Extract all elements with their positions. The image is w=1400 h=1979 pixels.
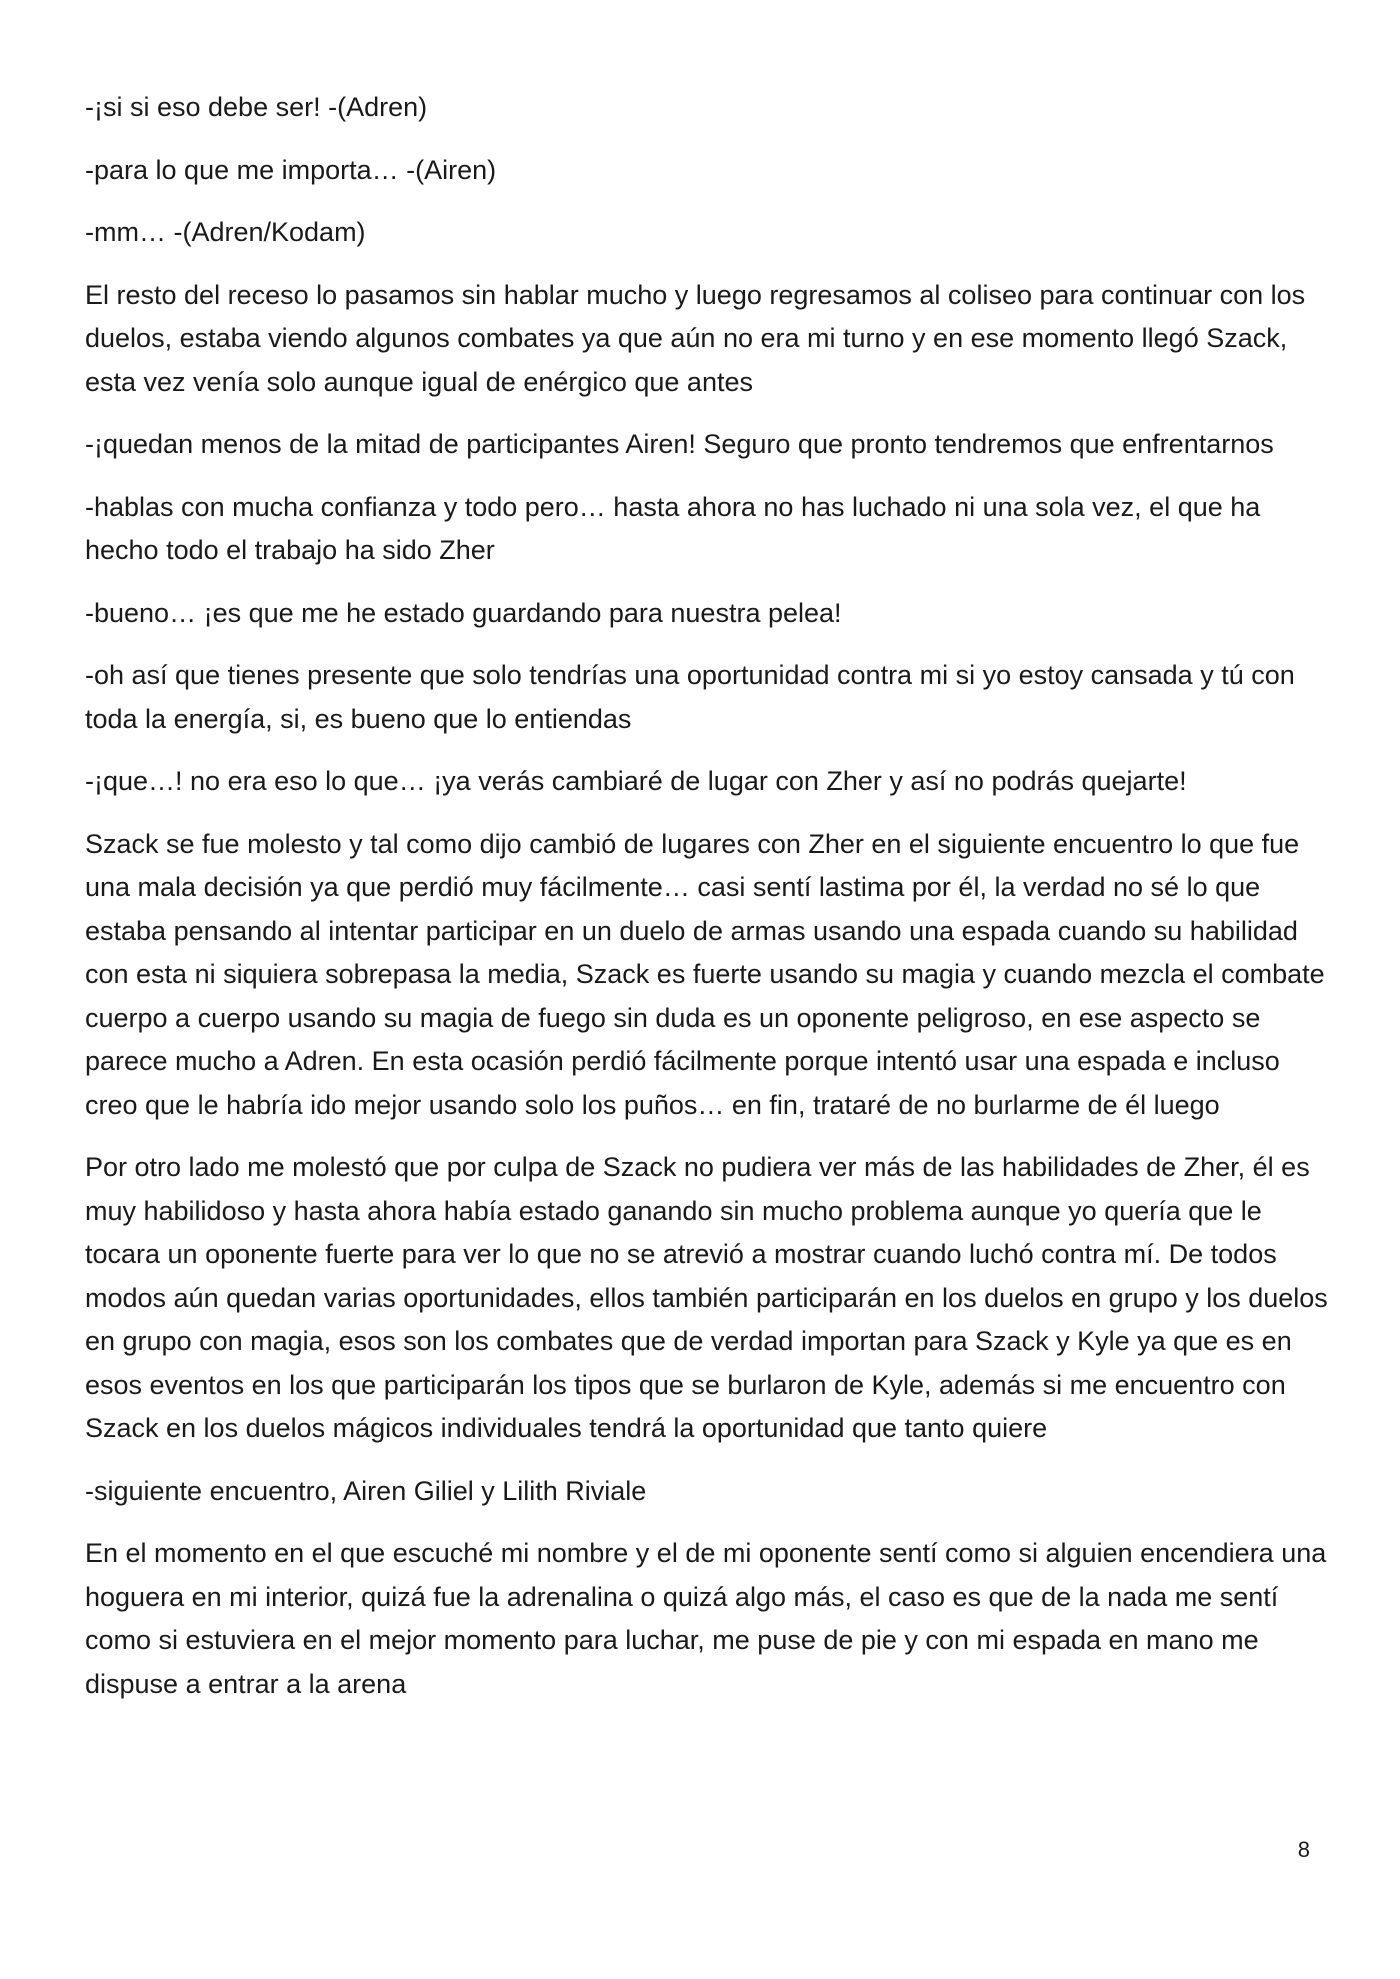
dialogue-line: -¡que…! no era eso lo que… ¡ya verás cambiaré de lugar con Zher y así no podrás quejarte!: [85, 766, 1187, 796]
dialogue-line-announcer: -siguiente encuentro, Airen Giliel y Lilith Riviale: [85, 1475, 647, 1506]
narrative-paragraph: El resto del receso lo pasamos sin hablar mucho y luego regresamos al coliseo para continuar con los duelos, estaba viendo algunos combates ya que aún no era mi turno y en ese momento llegó Szack, esta vez venía solo aunque igual de enérgico que antes: [85, 279, 1306, 397]
dialogue-line: -¡quedan menos de la mitad de participantes Airen! Seguro que pronto tendremos que enfrentarnos: [85, 429, 1274, 459]
dialogue-line: -oh así que tienes presente que solo tendrías una oportunidad contra mi si yo estoy cansada y tú con toda la energía, si, es bueno que lo entiendas: [85, 660, 1295, 734]
page-body: [85, 86, 1335, 1725]
dialogue-line-adren-kodam: -mm… -(Adren/Kodam): [85, 217, 366, 247]
dialogue-line: -hablas con mucha confianza y todo pero… hasta ahora no has luchado ni una sola vez, el que ha hecho todo el trabajo ha sido Zher: [85, 491, 1261, 565]
narrative-paragraph: En el momento en el que escuché mi nombre y el de mi oponente sentí como si alguien encendiera una hoguera en mi interior, quizá fue la adrenalina o quizá algo más, el caso es que de la nada me sentí como si estuviera en el mejor momento para luchar, me puse de pie y con mi espada en mano me dispuse a entrar a la arena: [85, 1538, 1327, 1699]
dialogue-line-adren: -¡si si eso debe ser! -(Adren): [85, 92, 428, 122]
narrative-paragraph: Szack se fue molesto y tal como dijo cambió de lugares con Zher en el siguiente encuentro lo que fue una mala decisión ya que perdió muy fácilmente… casi sentí lastima por él, la verdad no sé lo que estaba pensando al intentar participar en un duelo de armas usando una espada cuando su habilidad con esta ni siquiera sobrepasa la media, Szack es fuerte usando su magia y cuando mezcla el combate cuerpo a cuerpo usando su magia de fuego sin duda es un oponente peligroso, en ese aspecto se parece mucho a Adren. En esta ocasión perdió fácilmente porque intentó usar una espada e incluso creo que le habría ido mejor usando solo los puños… en fin, trataré de no burlarme de él luego: [85, 828, 1325, 1120]
dialogue-line: -bueno… ¡es que me he estado guardando para nuestra pelea!: [85, 597, 842, 628]
page-number: 8: [1297, 1837, 1310, 1862]
dialogue-line-airen: -para lo que me importa… -(Airen): [85, 154, 497, 185]
narrative-paragraph: Por otro lado me molestó que por culpa de Szack no pudiera ver más de las habilidades de Zher, él es muy habilidoso y hasta ahora había estado ganando sin mucho problema aunque yo quería que le tocara un oponente fuerte para ver lo que no se atrevió a mostrar cuando luchó contra mí. De todos modos aún quedan varias oportunidades, ellos también participarán en los duelos en grupo y los duelos en grupo con magia, esos son los combates que de verdad importan para Szack y Kyle ya que es en esos eventos en los que participarán los tipos que se burlaron de Kyle, además si me encuentro con Szack en los duelos mágicos individuales tendrá la oportunidad que tanto quiere: [85, 1152, 1328, 1443]
